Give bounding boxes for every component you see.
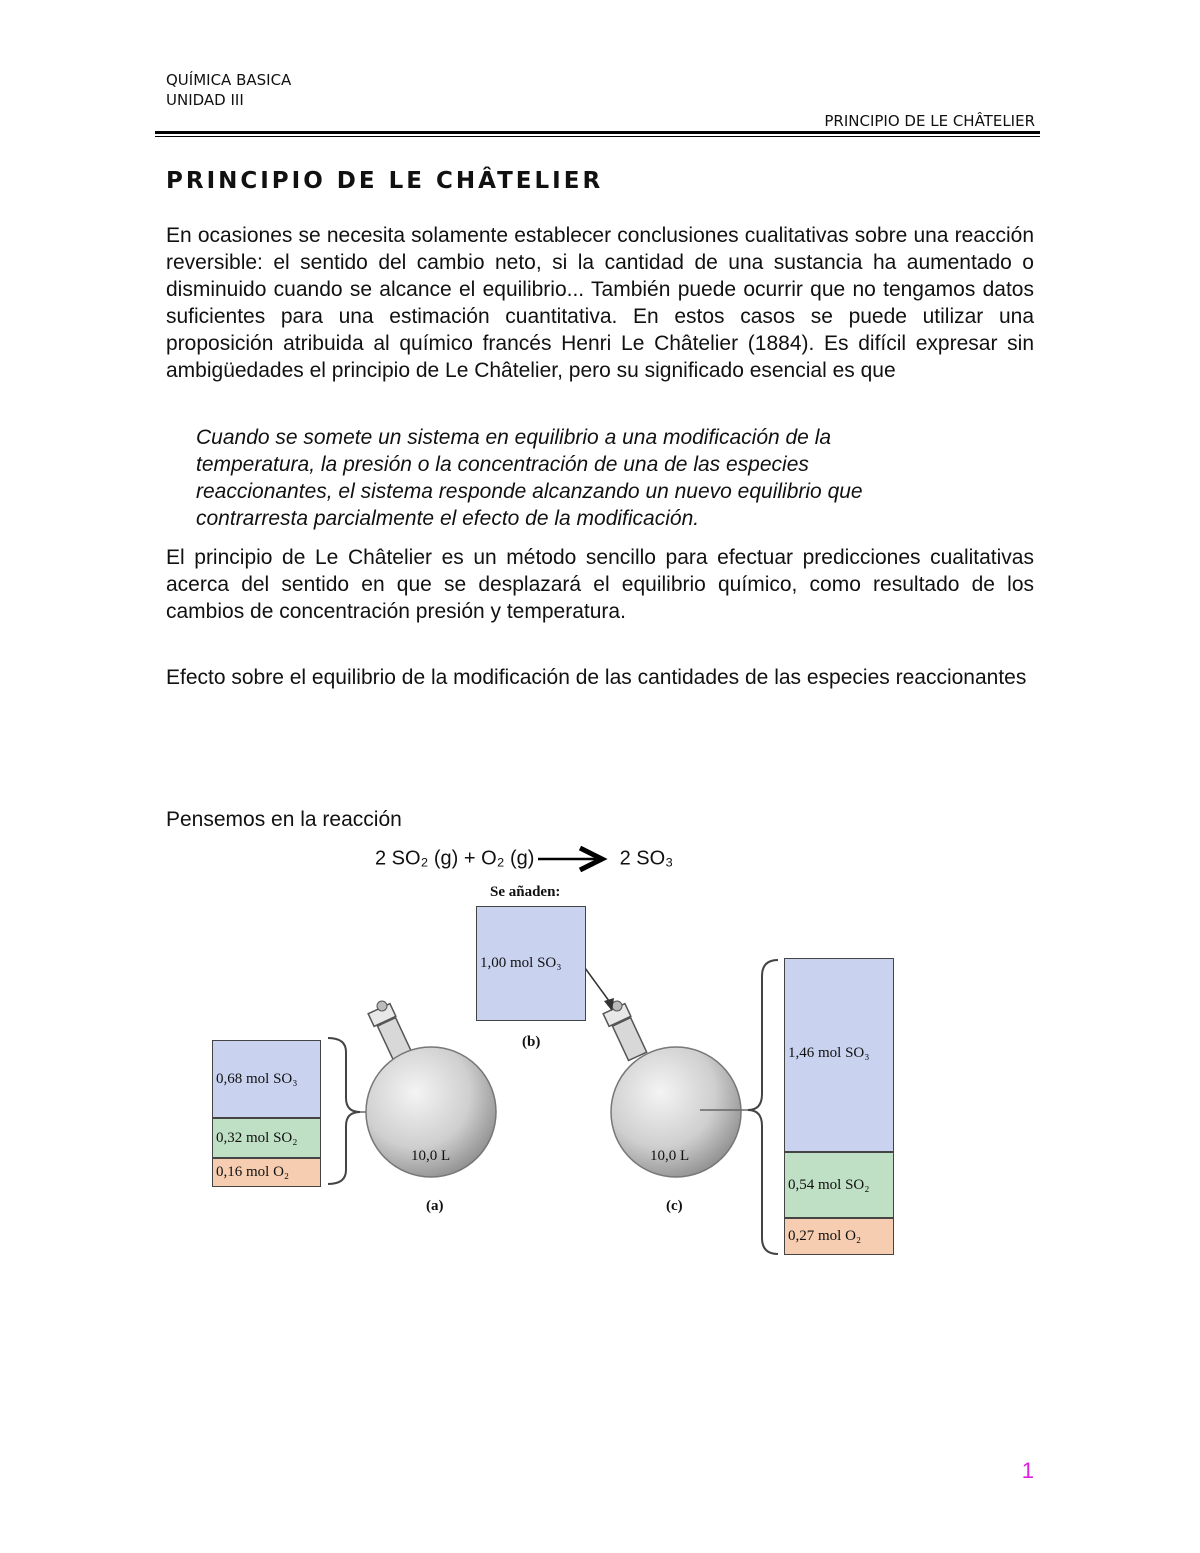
equation-reactants: 2 SO₂ (g) + O₂ (g) [375,847,535,870]
intro-paragraph: En ocasiones se necesita solamente establecer conclusiones cualitativas sobre una reacción reversible: el sentido del cambio neto, si la cantidad de una sustancia ha aumentado o disminuido cuando se alcance el equilibrio... También puede ocurrir que no tengamos datos suficientes para una estimación cuantitativa. En estos casos se puede utilizar una proposición atribuida al químico francés Henri Le Châtelier (1884). Es difícil expresar sin ambigüedades el principio de Le Châtelier, pero su significado esencial es que [166,224,1034,382]
caption-c: (c) [666,1198,683,1214]
header-topic: PRINCIPIO DE LE CHÂTELIER [824,112,1035,130]
bracket-right [748,960,778,1254]
bracket-left [328,1038,360,1184]
volume-c-label: 10,0 L [650,1148,690,1164]
page-title: PRINCIPIO DE LE CHÂTELIER [166,168,604,194]
initial-o2-box: 0,16 mol O₂ [212,1158,321,1187]
document-header [166,70,291,110]
final-o2-box: 0,27 mol O₂ [784,1218,894,1255]
effect-heading: Efecto sobre el equilibrio de la modificación de las cantidades de las especies reaccionantes [166,666,1027,689]
final-so2-box: 0,54 mol SO₂ [784,1152,894,1218]
added-label: Se añaden: [490,884,561,900]
initial-so2-box: 0,32 mol SO₂ [212,1118,321,1158]
principle-paragraph: El principio de Le Châtelier es un método sencillo para efectuar predicciones cualitativas acerca del sentido en que se desplazará el equilibrio químico, como resultado de los cambios de concentración presión y temperatura. [166,546,1034,623]
equilibrium-figure [200,880,910,1260]
page-number: 1 [1021,1458,1034,1483]
addition-arrow [585,968,612,1005]
initial-so3-box: 0,68 mol SO₃ [212,1040,321,1118]
reaction-equation [375,846,673,872]
course-name: QUÍMICA BASICA [166,71,292,89]
principle-quote: Cuando se somete un sistema en equilibrio a una modificación de la temperatura, la presión o la concentración de una de las especies reaccionantes, el sistema responde alcanzando un nuevo equilibrio que contrarresta parcialmente el efecto de la modificación. [196,426,863,530]
caption-b: (b) [522,1034,541,1050]
reaction-arrow-icon [538,846,608,872]
equation-products: 2 SO₃ [619,847,674,870]
header-rule [155,131,1040,134]
final-so3-box: 1,46 mol SO₃ [784,958,894,1152]
volume-a-label: 10,0 L [411,1148,451,1164]
header-rule-thin [155,136,1040,137]
reaction-intro: Pensemos en la reacción [166,808,402,831]
added-so3-box: 1,00 mol SO₃ [476,906,586,1021]
unit-name: UNIDAD III [166,91,244,109]
caption-a: (a) [426,1198,444,1214]
